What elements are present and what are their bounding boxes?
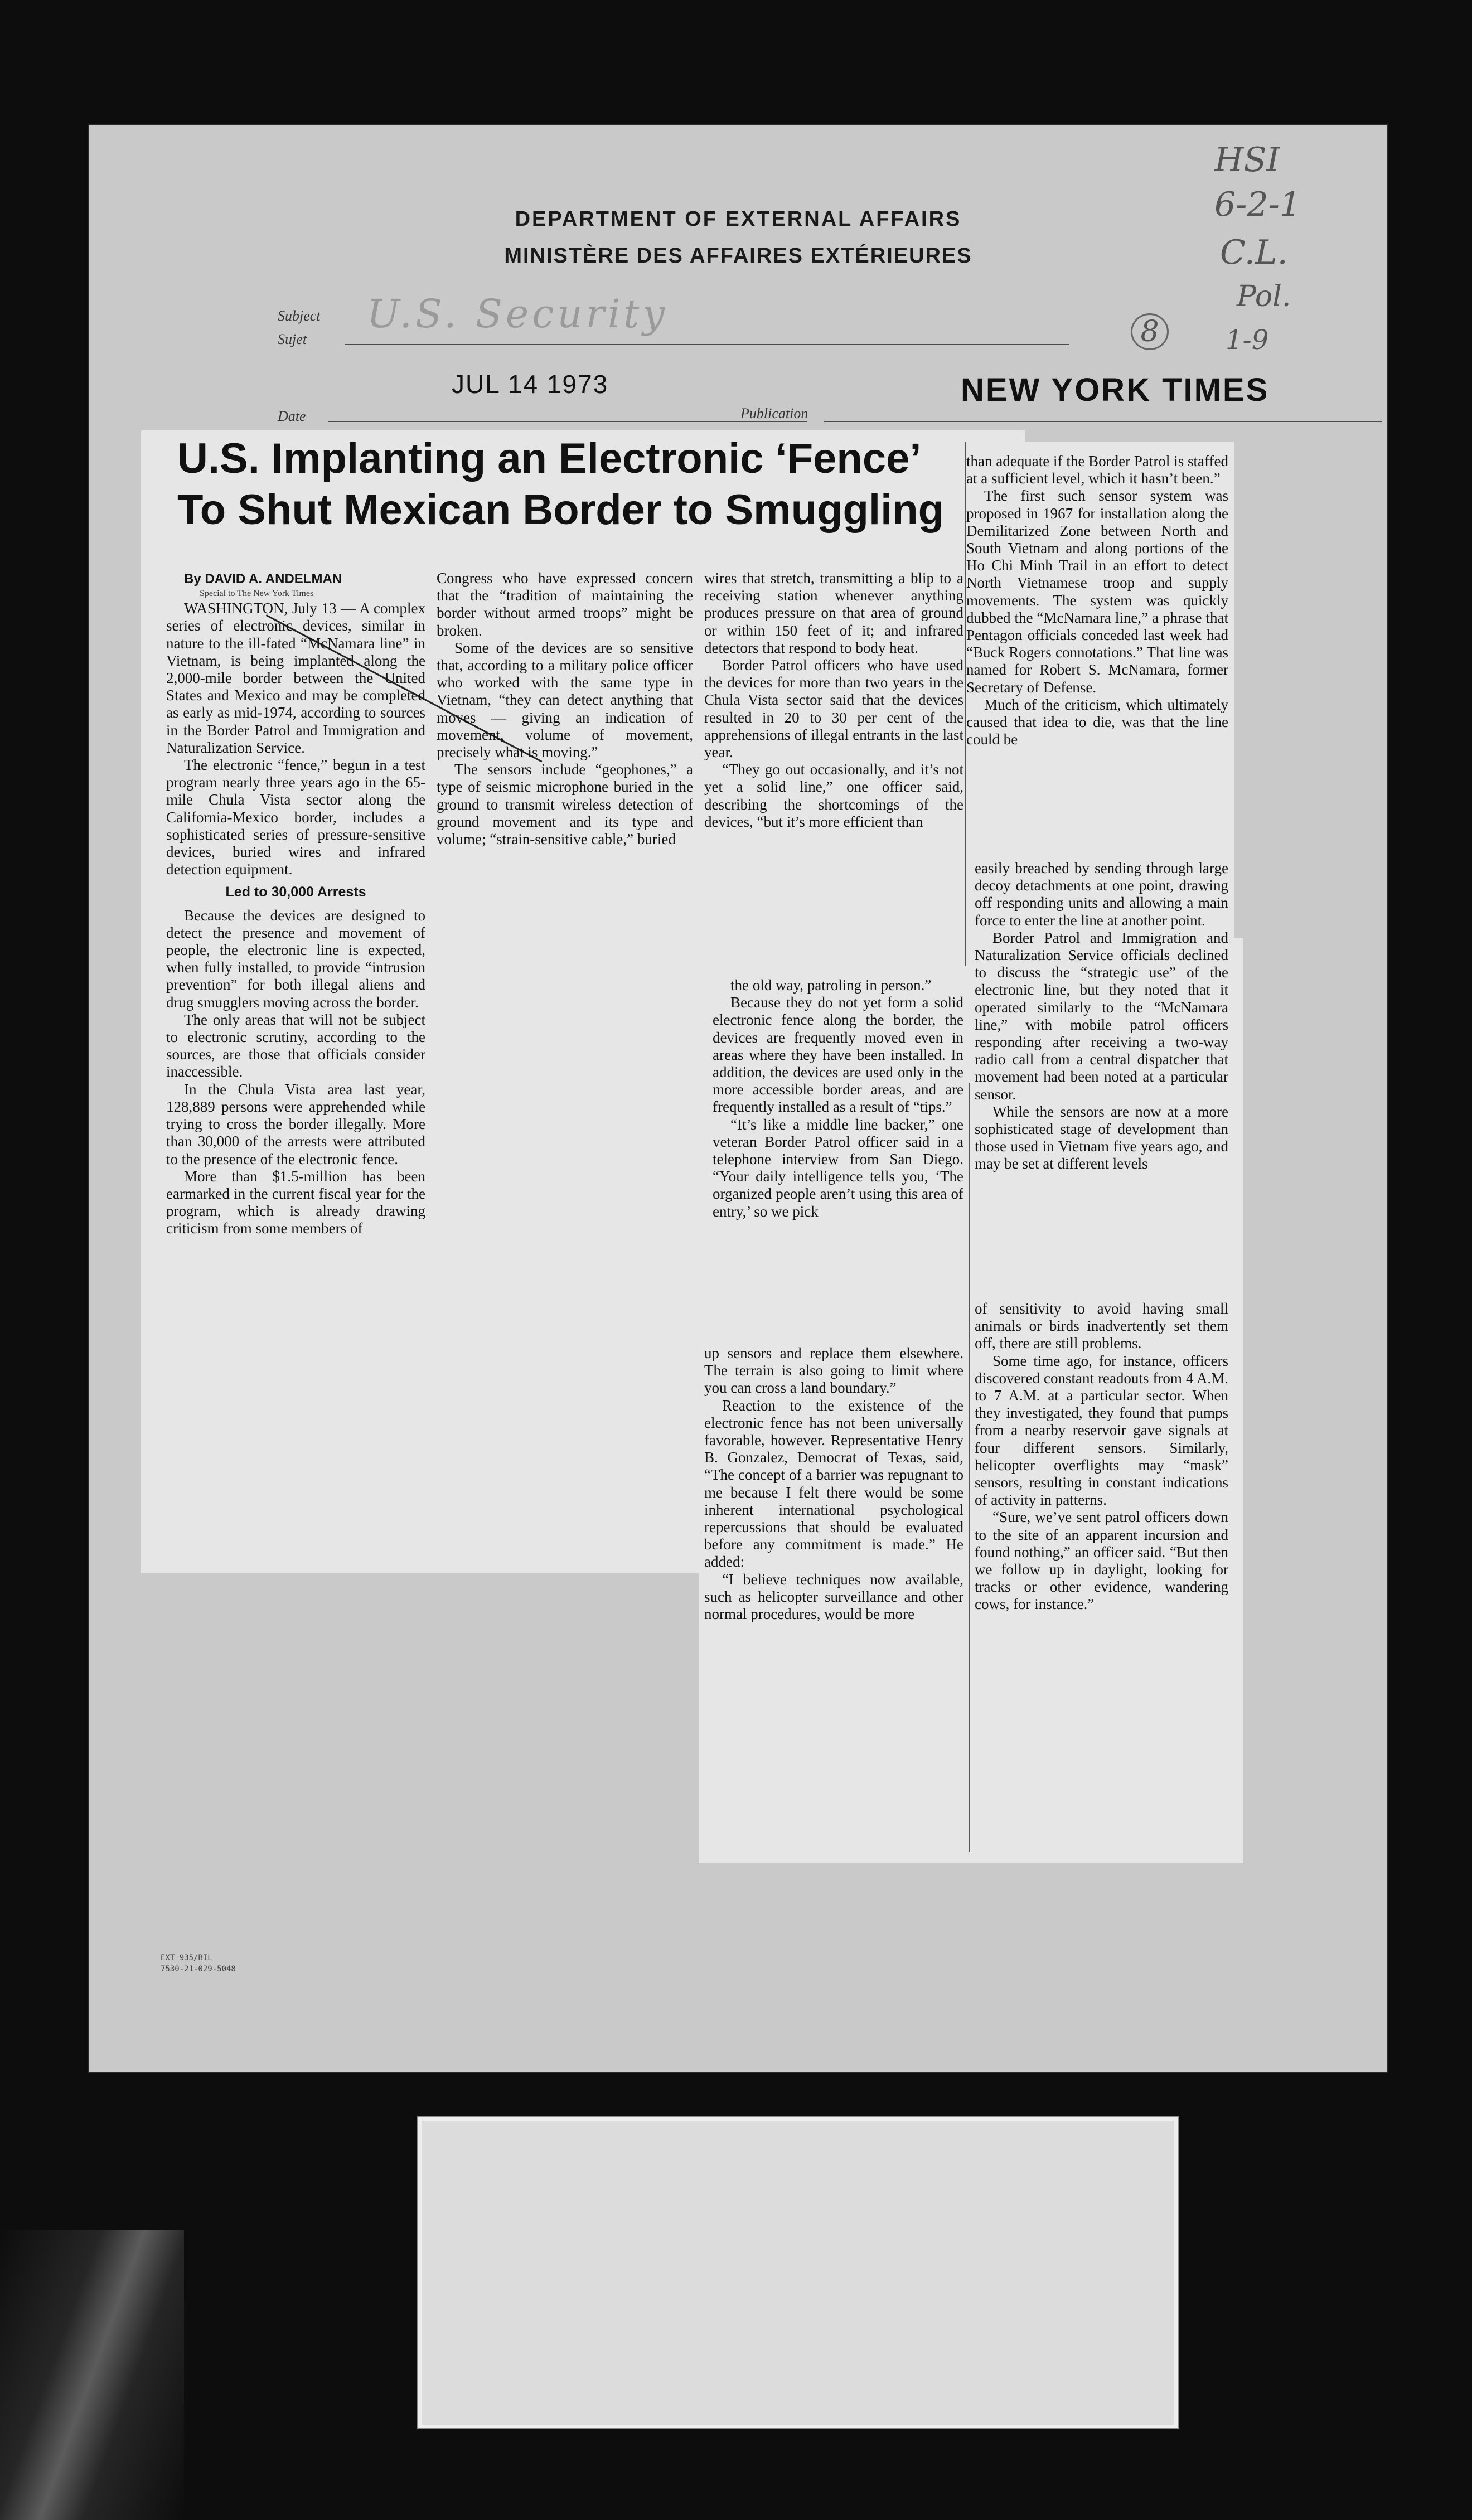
paragraph: easily breached by sending through large decoy detachments at one point, drawing off responding units and allowing a main force to enter the line at another point. bbox=[975, 860, 1228, 929]
byline-special: Special to The New York Times bbox=[200, 589, 314, 599]
paragraph: The sensors include “geophones,” a type of seismic microphone buried in the ground to transmit wireless detection of ground movement and its type and volume; “strain-sensitive cable,” buried bbox=[437, 761, 693, 848]
article-column-3b bbox=[713, 977, 963, 1220]
paragraph: More than $1.5-million has been earmarked in the current fiscal year for the program, which is already drawing criticism from some members of bbox=[166, 1167, 425, 1237]
article-column-4 bbox=[966, 453, 1228, 748]
article-column-3 bbox=[704, 570, 963, 831]
form-number: EXT 935/BIL 7530-21-029-5048 bbox=[161, 1954, 236, 1974]
paragraph: Much of the criticism, which ultimately caused that idea to die, was that the line could be bbox=[966, 696, 1228, 748]
headline-line-1: U.S. Implanting an Electronic ‘Fence’ bbox=[177, 435, 922, 482]
paragraph: Some time ago, for instance, officers discovered constant readouts from 4 A.M. to 7 A.M. at a particular sector. When they investigated, they found that pumps from a nearby reservoir gave signals at four different sensors. Similarly, helicopter overflights may “mask” sensors, resulting in constant indications of activity in patterns. bbox=[975, 1352, 1228, 1509]
annotation-file-4: Pol. bbox=[1237, 280, 1291, 313]
paragraph: The first such sensor system was proposed in 1967 for installation along the Demilitarized Zone between North and South Vietnam and along portions of the Ho Chi Minh Trail in an effort to detect North Vietnamese troop and supply movements. The system was quickly dubbed the “McNamara line,” a phrase that Pentagon officials conceded last week had “Buck Rogers connotations.” That line was named for Robert S. McNamara, former Secretary of Defense. bbox=[966, 487, 1228, 696]
article-column-1 bbox=[166, 570, 425, 1238]
paragraph: than adequate if the Border Patrol is staffed at a sufficient level, which it hasn’t been.” bbox=[966, 453, 1228, 487]
paragraph: In the Chula Vista area last year, 128,889 persons were apprehended while trying to cross the border illegally. More than 30,000 of the arrests were attributed to the presence of the electronic fence. bbox=[166, 1080, 425, 1167]
film-smear bbox=[0, 2230, 184, 2520]
paragraph: “I believe techniques now available, such as helicopter surveillance and other normal procedures, would be more bbox=[704, 1571, 963, 1623]
paragraph: Because they do not yet form a solid electronic fence along the border, the devices are frequently moved even in areas where they have been installed. In addition, the devices are used only in the more accessible border areas, and are frequently installed as a result of “tips.” bbox=[713, 994, 963, 1116]
paragraph: Border Patrol and Immigration and Naturalization Service officials declined to discuss the “strategic use” of the electronic line, but they noted that it operated similarly to the “McNamara line,” with mobile patrol officers responding after receiving a two-way radio call from a central dispatcher that movement had been noted at a particular sensor. bbox=[975, 929, 1228, 1103]
annotation-file-2: 6-2-1 bbox=[1214, 185, 1301, 224]
article-column-3c bbox=[704, 1345, 963, 1623]
paragraph: Congress who have expressed concern that the “tradition of maintaining the border without armed troops” might be broken. bbox=[437, 570, 693, 639]
article-column-4c bbox=[975, 1300, 1228, 1613]
paragraph: the old way, patroling in person.” bbox=[730, 977, 932, 994]
subject-label: Subject bbox=[278, 308, 321, 324]
article-subhead: Led to 30,000 Arrests bbox=[225, 884, 366, 900]
blank-label-box bbox=[418, 2117, 1178, 2428]
subject-line bbox=[345, 344, 1069, 345]
date-stamp: JUL 14 1973 bbox=[452, 370, 609, 399]
date-label: Date bbox=[278, 408, 306, 424]
paragraph: “They go out occasionally, and it’s not yet a solid line,” one officer said, describing the shortcomings of the devices, “but it’s more efficient than bbox=[704, 761, 963, 830]
paragraph: Some of the devices are so sensitive that, according to a military police officer who worked with the same type in Vietnam, “they can detect anything that moves — giving an indication of movement, volume of movement, precisely what is moving.” bbox=[437, 639, 693, 761]
document-sheet bbox=[88, 124, 1388, 2073]
paragraph: The only areas that will not be subject to electronic scrutiny, according to the sources, are those that officials consider inaccessible. bbox=[166, 1011, 425, 1080]
paragraph: The electronic “fence,” begun in a test program nearly three years ago in the 65-mile Chula Vista sector along the California-Mexico border, includes a sophisticated series of pressure-sensitive devices, buried wires and infrared detection equipment. bbox=[166, 757, 425, 878]
byline: By DAVID A. ANDELMAN bbox=[184, 571, 342, 587]
annotation-circle-number: 8 bbox=[1131, 313, 1169, 350]
article-headline bbox=[177, 433, 969, 536]
department-title-fr: MINISTÈRE DES AFFAIRES EXTÉRIEURES bbox=[504, 244, 972, 268]
paragraph: While the sensors are now at a more sophisticated stage of development than those used in Vietnam five years ago, and may be set at different levels bbox=[975, 1103, 1228, 1172]
paragraph: WASHINGTON, July 13 — A complex series of electronic devices, similar in nature to the ill-fated “McNamara line” in Vietnam, is being implanted along the 2,000-mile border between the United States and Mexico and may be completed as early as mid-1974, according to sources in the Border Patrol and Immigration and Naturalization Service. bbox=[166, 600, 425, 756]
sujet-label: Sujet bbox=[278, 331, 307, 347]
subject-handwritten: U.S. Security bbox=[367, 291, 668, 337]
paragraph: Because the devices are designed to detect the presence and movement of people, the electronic line is expected, when fully installed, to provide “intrusion prevention” for both illegal aliens and drug smugglers moving across the border. bbox=[166, 907, 425, 1011]
paragraph: Reaction to the existence of the electronic fence has not been universally favorable, however. Representative Henry B. Gonzalez, Democrat of Texas, said, “The concept of a barrier was repugnant to me because I felt there would be some inherent international psychological repercussions that should be evaluated before any commitment is made.” He added: bbox=[704, 1397, 963, 1571]
column-rule bbox=[965, 442, 966, 966]
date-line bbox=[328, 421, 807, 422]
article-column-2 bbox=[437, 570, 693, 848]
paragraph: “Sure, we’ve sent patrol officers down to the site of an apparent incursion and found nothing,” an officer said. “But then we follow up in daylight, looking for tracks or other evidence, wandering cows, for instance.” bbox=[975, 1509, 1228, 1613]
publication-line bbox=[824, 421, 1382, 422]
paragraph: of sensitivity to avoid having small animals or birds inadvertently set them off, there are still problems. bbox=[975, 1300, 1228, 1352]
headline-line-2: To Shut Mexican Border to Smuggling bbox=[177, 486, 945, 534]
column-rule bbox=[969, 1083, 970, 1852]
paragraph: “It’s like a middle line backer,” one veteran Border Patrol officer said in a telephone interview from San Diego. “Your daily intelligence tells you, ‘The organized people aren’t using this area of entry,’ so we pick bbox=[713, 1116, 963, 1220]
publication-name: NEW YORK TIMES bbox=[961, 372, 1270, 408]
paragraph: Border Patrol officers who have used the devices for more than two years in the Chula Vista sector said that the devices resulted in 20 to 30 per cent of the apprehensions of illegal entrants in the last year. bbox=[704, 657, 963, 761]
annotation-file-5: 1-9 bbox=[1226, 324, 1269, 356]
paragraph: up sensors and replace them elsewhere. The terrain is also going to limit where you can cross a land boundary.” bbox=[704, 1345, 963, 1397]
department-title-en: DEPARTMENT OF EXTERNAL AFFAIRS bbox=[515, 207, 962, 231]
paragraph: wires that stretch, transmitting a blip to a receiving station whenever anything produces pressure on that area of ground or within 150 feet of it; and infrared detectors that respond to body heat. bbox=[704, 570, 963, 656]
annotation-file-3: C.L. bbox=[1220, 233, 1288, 272]
publication-label: Publication bbox=[740, 405, 808, 421]
annotation-file-1: HSI bbox=[1214, 140, 1280, 180]
article-column-4b bbox=[975, 860, 1228, 1173]
